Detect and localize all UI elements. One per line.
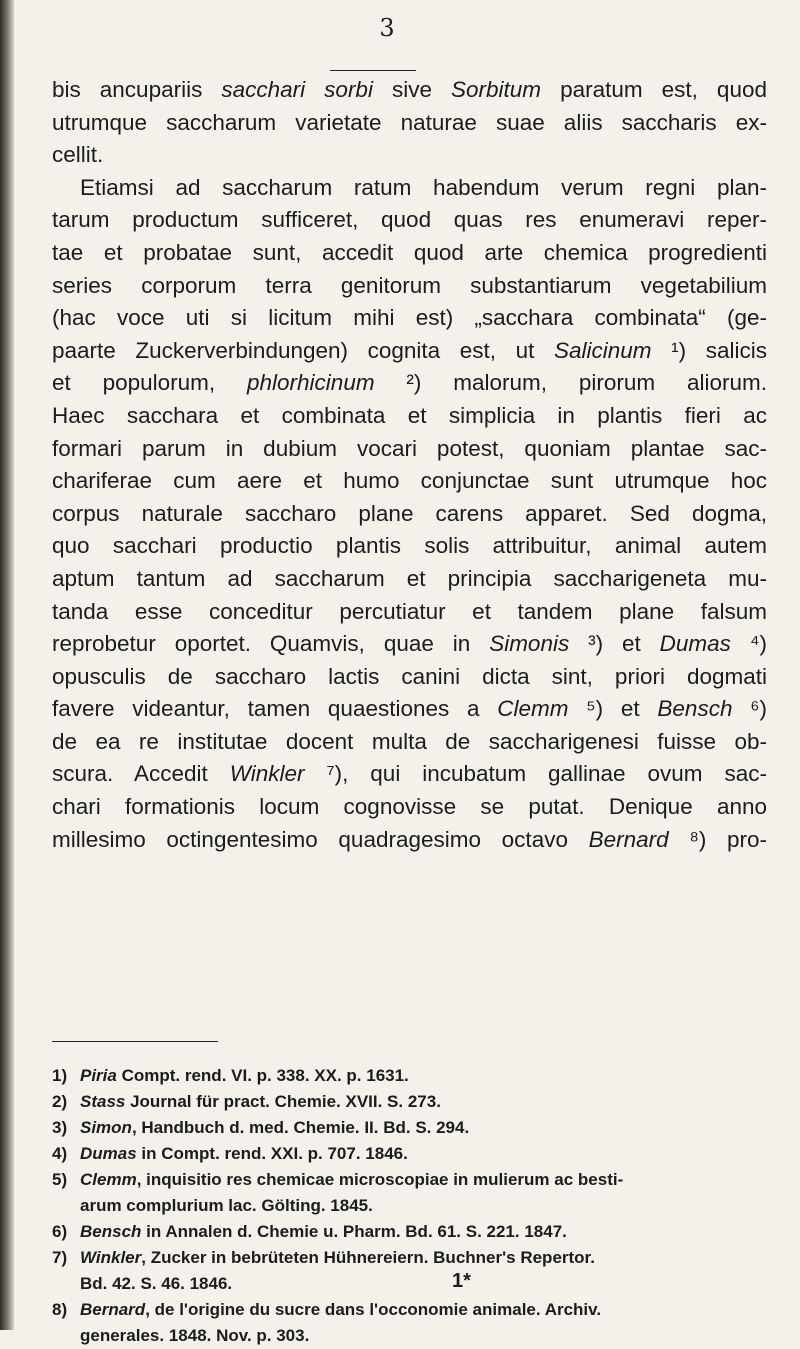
footnote bbox=[52, 1089, 772, 1115]
header-rule bbox=[330, 70, 416, 71]
body-line: tanda esse conceditur percutiatur et tandem plane falsum bbox=[52, 598, 767, 624]
body-text bbox=[52, 74, 767, 856]
body-line: scura. Accedit Winkler ⁷), qui incubatum gallinae ovum sac- bbox=[52, 761, 767, 787]
footnote-text: Dumas in Compt. rend. XXI. p. 707. 1846. bbox=[80, 1144, 408, 1163]
footnote-number: 6) bbox=[52, 1222, 68, 1241]
body-line: chari formationis locum cognovisse se putat. Denique anno bbox=[52, 794, 767, 820]
body-line: tae et probatae sunt, accedit quod arte chemica progredienti bbox=[52, 239, 767, 265]
footnote bbox=[52, 1141, 772, 1167]
footnote-continuation: generales. 1848. Nov. p. 303. bbox=[80, 1326, 310, 1345]
body-line: opusculis de saccharo lactis canini dicta sint, priori dogmati bbox=[52, 663, 767, 689]
body-line: formari parum in dubium vocari potest, quoniam plantae sac- bbox=[52, 435, 767, 461]
signature-mark: 1* bbox=[452, 1270, 471, 1292]
body-line: reprobetur oportet. Quamvis, quae in Simonis ³) et Dumas ⁴) bbox=[52, 631, 767, 657]
footnotes bbox=[52, 1063, 772, 1349]
footnote-number: 7) bbox=[52, 1248, 68, 1267]
body-line: cellit. bbox=[52, 142, 104, 168]
footnote-continuation: arum complurium lac. Gölting. 1845. bbox=[80, 1196, 373, 1215]
body-line: chariferae cum aere et humo conjunctae sunt utrumque hoc bbox=[52, 468, 767, 494]
body-line: millesimo octingentesimo quadragesimo octavo Bernard ⁸) pro- bbox=[52, 826, 768, 852]
body-line: (hac voce uti si licitum mihi est) „sacchara combinata“ (ge- bbox=[52, 305, 767, 331]
body-line: series corporum terra genitorum substantiarum vegetabilium bbox=[52, 272, 767, 298]
body-line: bis ancupariis sacchari sorbi sive Sorbitum paratum est, quod bbox=[52, 77, 767, 102]
footnote-text: Stass Journal für pract. Chemie. XVII. S. 273. bbox=[80, 1092, 441, 1111]
footnote bbox=[52, 1167, 772, 1219]
footnote-text: Bernard, de l'origine du sucre dans l'occonomie animale. Archiv. bbox=[80, 1300, 602, 1319]
footnote bbox=[52, 1115, 772, 1141]
footnote bbox=[52, 1297, 772, 1349]
footnote-continuation: Bd. 42. S. 46. 1846. bbox=[80, 1274, 233, 1293]
footnote-number: 1) bbox=[52, 1066, 68, 1085]
footnote-rule bbox=[52, 1041, 218, 1042]
body-line: tarum productum sufficeret, quod quas res enumeravi reper- bbox=[52, 207, 767, 233]
footnote-text: Clemm, inquisitio res chemicae microscopiae in mulierum ac besti- bbox=[80, 1170, 624, 1189]
body-line: aptum tantum ad saccharum et principia saccharigeneta mu- bbox=[52, 565, 767, 591]
footnote bbox=[52, 1063, 772, 1089]
footnote-text: Simon, Handbuch d. med. Chemie. II. Bd. S. 294. bbox=[80, 1118, 470, 1137]
footnote-number: 3) bbox=[52, 1118, 68, 1137]
footnote bbox=[52, 1245, 772, 1297]
footnote-text: Piria Compt. rend. VI. p. 338. XX. p. 1631. bbox=[80, 1066, 409, 1085]
body-line: Haec sacchara et combinata et simplicia in plantis fieri ac bbox=[52, 402, 767, 428]
body-line: corpus naturale saccharo plane carens apparet. Sed dogma, bbox=[52, 500, 767, 526]
footnote-text: Winkler, Zucker in bebrüteten Hühnereiern. Buchner's Repertor. bbox=[80, 1248, 595, 1267]
body-line: de ea re institutae docent multa de saccharigenesi fuisse ob- bbox=[52, 728, 767, 754]
book-binding-edge bbox=[0, 0, 14, 1330]
footnote-number: 8) bbox=[52, 1300, 68, 1319]
body-line: Etiamsi ad saccharum ratum habendum verum regni plan- bbox=[80, 174, 767, 200]
footnote bbox=[52, 1219, 772, 1245]
footnote-number: 4) bbox=[52, 1144, 68, 1163]
page-number: 3 bbox=[379, 14, 395, 42]
body-line: favere videantur, tamen quaestiones a Clemm ⁵) et Bensch ⁶) bbox=[52, 696, 767, 722]
body-line: et populorum, phlorhicinum ²) malorum, pirorum aliorum. bbox=[52, 370, 767, 396]
body-line: quo sacchari productio plantis solis attribuitur, animal autem bbox=[52, 533, 767, 559]
footnote-number: 2) bbox=[52, 1092, 68, 1111]
footnote-text: Bensch in Annalen d. Chemie u. Pharm. Bd. 61. S. 221. 1847. bbox=[80, 1222, 567, 1241]
body-line: utrumque saccharum varietate naturae suae aliis saccharis ex- bbox=[52, 109, 767, 135]
body-line: paarte Zuckerverbindungen) cognita est, ut Salicinum ¹) salicis bbox=[52, 337, 767, 363]
footnote-number: 5) bbox=[52, 1170, 68, 1189]
